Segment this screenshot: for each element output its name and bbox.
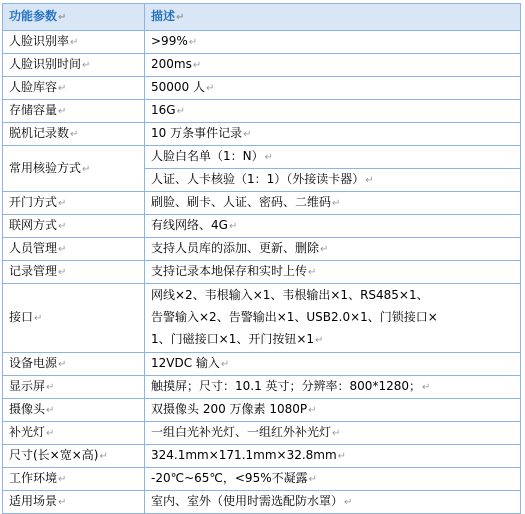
header-param-label: 功能参数 [9, 9, 58, 23]
param-label: 适用场景 [9, 494, 58, 508]
paragraph-mark: ↵ [58, 244, 67, 255]
paragraph-mark: ↵ [243, 129, 252, 140]
paragraph-mark: ↵ [70, 37, 79, 48]
param-value [145, 54, 521, 77]
paragraph-mark: ↵ [421, 382, 431, 393]
paragraph-mark: ↵ [58, 474, 67, 485]
param-value [145, 215, 521, 238]
param-name [3, 468, 145, 491]
table-row [3, 238, 521, 261]
param-value [145, 77, 521, 100]
param-label: 人脸库容 [9, 80, 58, 94]
table-row [3, 31, 521, 54]
value-line: 网线×2、韦根输入×1、韦根输出×1、RS485×1、 [151, 288, 429, 302]
spec-table [2, 3, 521, 514]
paragraph-mark: ↵ [58, 497, 67, 508]
paragraph-mark: ↵ [58, 221, 67, 232]
value-label: >99% [151, 34, 188, 48]
table-row [3, 261, 521, 284]
param-name [3, 491, 145, 514]
paragraph-mark: ↵ [99, 451, 108, 462]
value-label: 人脸白名单（1：N） [151, 149, 264, 163]
value-label: 一组白光补光灯、一组红外补光灯 [151, 425, 332, 439]
param-value [145, 445, 521, 468]
param-value [145, 491, 521, 514]
table-row [3, 100, 521, 123]
param-label: 联网方式 [9, 218, 58, 232]
param-name [3, 261, 145, 284]
paragraph-mark: ↵ [365, 175, 374, 186]
param-value [145, 376, 521, 399]
param-name [3, 376, 145, 399]
value-label: 触摸屏；尺寸：10.1 英寸；分辨率：800*1280； [151, 379, 421, 393]
param-value [145, 422, 521, 445]
value-label: 10 万条事件记录 [151, 126, 243, 140]
param-name [3, 238, 145, 261]
param-name [3, 353, 145, 376]
param-label: 接口 [9, 310, 34, 324]
paragraph-mark: ↵ [46, 382, 55, 393]
paragraph-mark: ↵ [320, 244, 329, 255]
paragraph-mark: ↵ [46, 405, 55, 416]
param-name [3, 54, 145, 77]
value-label: 200ms [151, 57, 192, 71]
param-label: 摄像头 [9, 402, 46, 416]
header-desc-label: 描述 [151, 9, 176, 23]
paragraph-mark: ↵ [58, 83, 67, 94]
param-name [3, 284, 145, 353]
param-label: 人员管理 [9, 241, 58, 255]
param-value [145, 353, 521, 376]
table-row [3, 353, 521, 376]
paragraph-mark: ↵ [308, 405, 317, 416]
value-line: 告警输入×2、告警输出×1、USB2.0×1、门锁接口× [151, 310, 438, 324]
param-label: 尺寸(长×宽×高) [9, 448, 99, 462]
param-value [145, 261, 521, 284]
param-label: 脱机记录数 [9, 126, 70, 140]
param-value [145, 123, 521, 146]
paragraph-mark: ↵ [220, 359, 230, 370]
value-label: 16G [151, 103, 176, 117]
param-label: 人脸识别率 [9, 34, 70, 48]
header-desc [145, 4, 521, 31]
paragraph-mark: ↵ [58, 359, 67, 370]
table-row [3, 422, 521, 445]
param-label: 工作环境 [9, 471, 58, 485]
param-name [3, 445, 145, 468]
table-row [3, 468, 521, 491]
param-name [3, 399, 145, 422]
param-label: 常用核验方式 [9, 160, 82, 175]
param-name [3, 146, 145, 192]
value-label: 12VDC 输入 [151, 356, 220, 370]
table-row [3, 491, 521, 514]
paragraph-mark: ↵ [315, 335, 324, 346]
table-row [3, 215, 521, 238]
param-label: 存储容量 [9, 103, 58, 117]
param-name [3, 192, 145, 215]
param-name [3, 77, 145, 100]
param-value [145, 146, 521, 169]
paragraph-mark: ↵ [344, 497, 353, 508]
param-name [3, 100, 145, 123]
paragraph-mark: ↵ [332, 198, 341, 209]
param-label: 显示屏 [9, 379, 46, 393]
param-name [3, 123, 145, 146]
paragraph-mark: ↵ [46, 428, 55, 439]
param-name [3, 215, 145, 238]
param-value [145, 468, 521, 491]
table-row [3, 77, 521, 100]
value-label: 室内、室外（使用时需选配防水罩） [151, 494, 344, 508]
paragraph-mark: ↵ [192, 60, 202, 71]
value-label: 人证、人卡核验（1：1）（外接读卡器） [151, 172, 365, 186]
paragraph-mark: ↵ [228, 221, 238, 232]
paragraph-mark: ↵ [70, 129, 79, 140]
param-label: 开门方式 [9, 195, 58, 209]
paragraph-mark: ↵ [264, 152, 274, 163]
param-value [145, 238, 521, 261]
paragraph-mark: ↵ [308, 474, 317, 485]
param-value [145, 169, 521, 192]
value-label: 双摄像头 200 万像素 1080P [151, 402, 308, 416]
param-label: 记录管理 [9, 264, 58, 278]
param-value [145, 399, 521, 422]
table-row [3, 146, 521, 169]
param-label: 设备电源 [9, 356, 58, 370]
table-row [3, 192, 521, 215]
table-row [3, 399, 521, 422]
header-param [3, 4, 145, 31]
param-name [3, 422, 145, 445]
param-name [3, 31, 145, 54]
param-label: 补光灯 [9, 425, 46, 439]
table-row [3, 123, 521, 146]
table-row [3, 284, 521, 353]
value-label: 50000 人 [151, 80, 205, 94]
value-label: -20℃~65℃，<95%不凝露 [151, 471, 308, 485]
table-header-row [3, 4, 521, 31]
value-label: 刷脸、刷卡、人证、密码、二维码 [151, 195, 332, 209]
param-value [145, 31, 521, 54]
paragraph-mark: ↵ [188, 37, 198, 48]
param-label: 人脸识别时间 [9, 57, 82, 71]
value-line: 1、门磁接口×1、开门按钮×1 [151, 332, 315, 346]
paragraph-mark: ↵ [34, 313, 43, 324]
paragraph-mark: ↵ [176, 106, 185, 117]
paragraph-mark: ↵ [82, 60, 91, 71]
param-value [145, 100, 521, 123]
paragraph-mark: ↵ [332, 428, 341, 439]
table-row [3, 445, 521, 468]
paragraph-mark: ↵ [82, 163, 91, 175]
paragraph-mark: ↵ [58, 267, 67, 278]
table-row [3, 376, 521, 399]
value-label: 有线网络、4G [151, 218, 228, 232]
paragraph-mark: ↵ [176, 12, 185, 23]
paragraph-mark: ↵ [337, 451, 347, 462]
paragraph-mark: ↵ [58, 106, 67, 117]
table-row [3, 54, 521, 77]
value-label: 324.1mm×171.1mm×32.8mm [151, 448, 337, 462]
paragraph-mark: ↵ [58, 198, 67, 209]
param-value [145, 284, 521, 353]
paragraph-mark: ↵ [308, 267, 317, 278]
paragraph-mark: ↵ [58, 12, 67, 23]
paragraph-mark: ↵ [206, 83, 215, 94]
value-label: 支持人员库的添加、更新、删除 [151, 241, 320, 255]
value-label: 支持记录本地保存和实时上传 [151, 264, 308, 278]
param-value [145, 192, 521, 215]
